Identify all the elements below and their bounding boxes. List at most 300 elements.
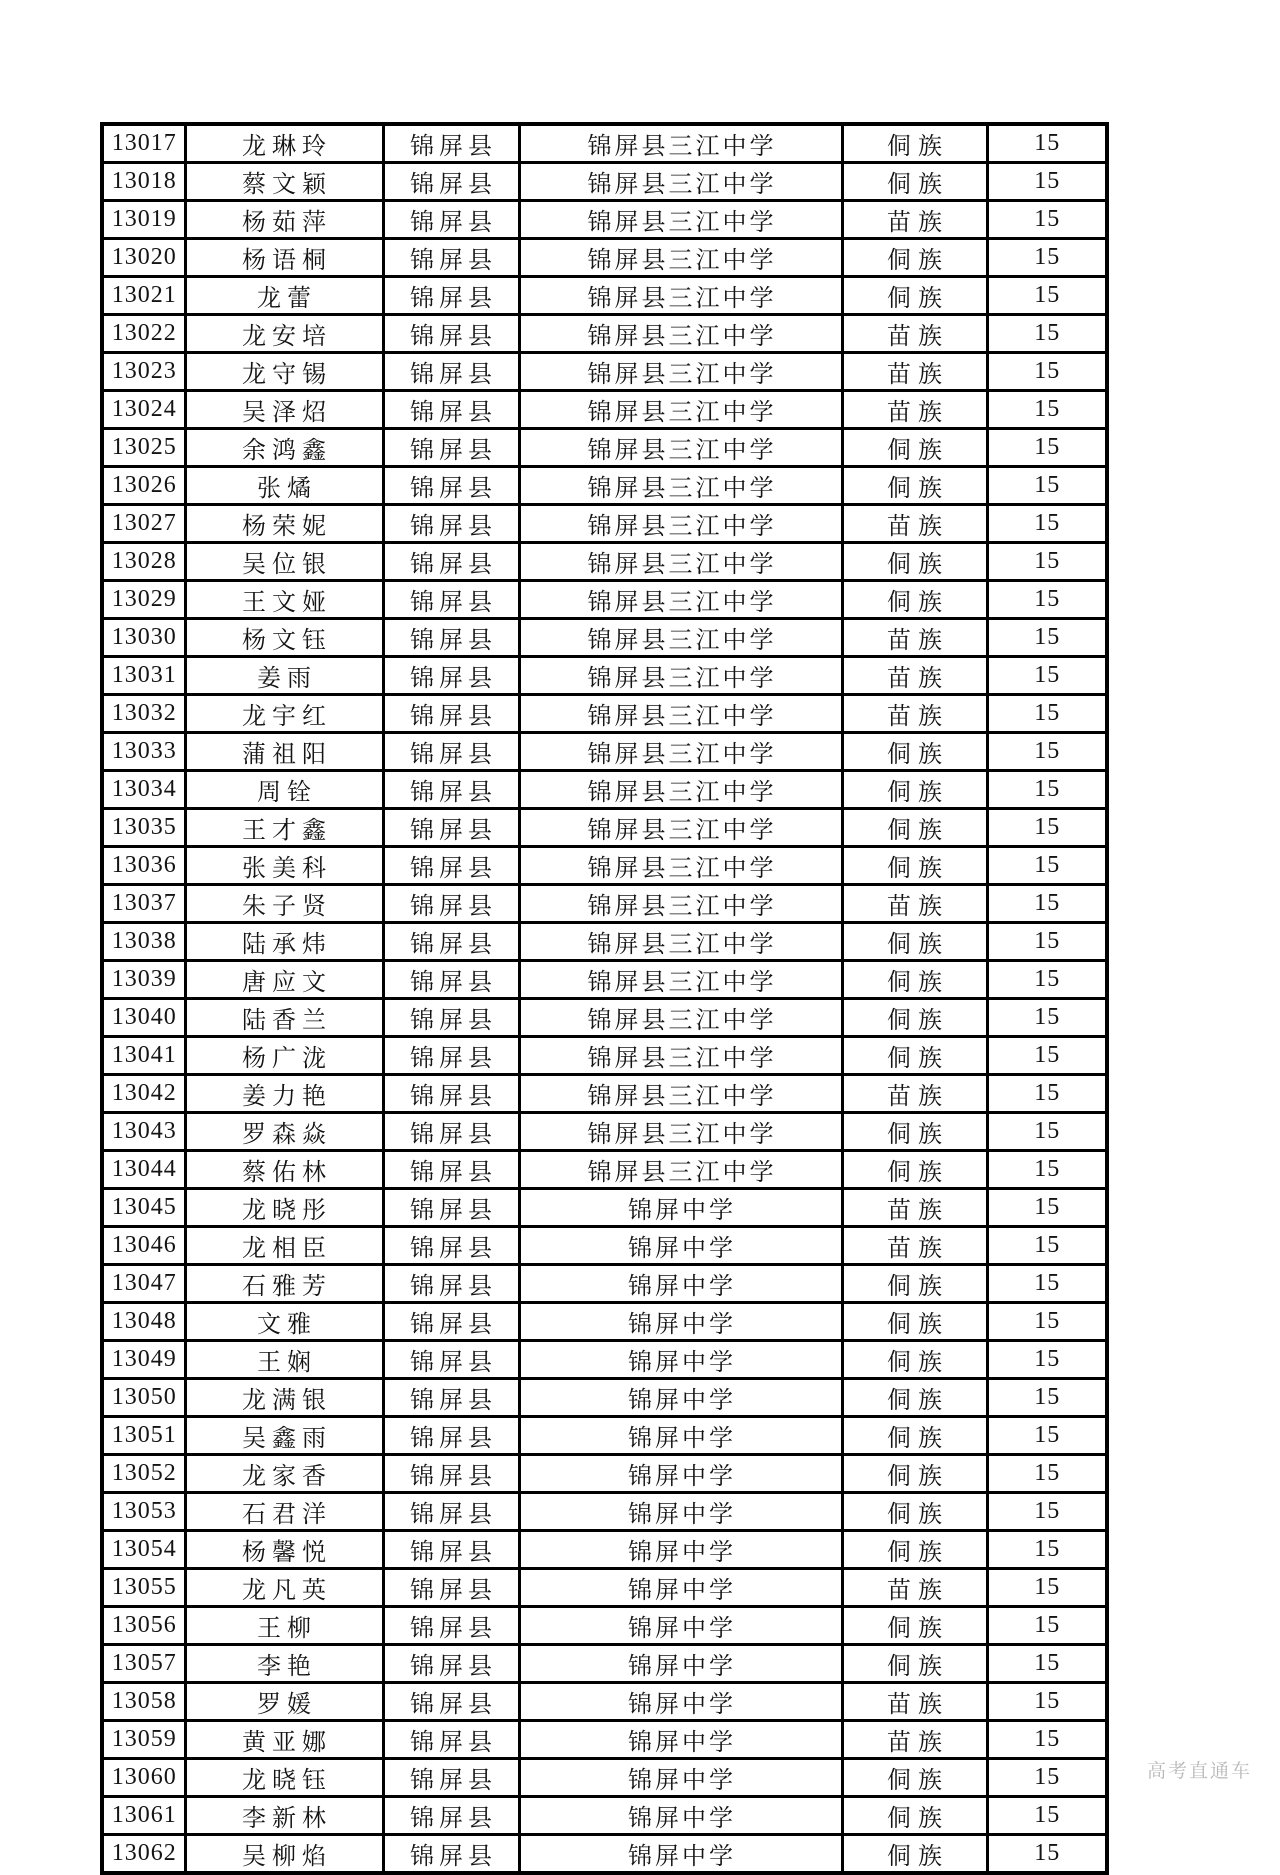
cell-county: 锦屏县 [383, 277, 519, 315]
cell-county: 锦屏县 [383, 1417, 519, 1455]
cell-name: 吴泽炤 [185, 391, 383, 429]
cell-ethnicity: 侗族 [842, 1607, 987, 1645]
cell-id: 13060 [102, 1759, 185, 1797]
cell-ethnicity: 苗族 [842, 657, 987, 695]
cell-count: 15 [987, 809, 1107, 847]
cell-id: 13022 [102, 315, 185, 353]
cell-school: 锦屏中学 [519, 1759, 842, 1797]
cell-school: 锦屏县三江中学 [519, 695, 842, 733]
cell-ethnicity: 侗族 [842, 733, 987, 771]
cell-id: 13055 [102, 1569, 185, 1607]
cell-school: 锦屏县三江中学 [519, 619, 842, 657]
cell-count: 15 [987, 1341, 1107, 1379]
cell-county: 锦屏县 [383, 1721, 519, 1759]
cell-ethnicity: 苗族 [842, 1075, 987, 1113]
cell-id: 13043 [102, 1113, 185, 1151]
cell-count: 15 [987, 733, 1107, 771]
cell-ethnicity: 侗族 [842, 1455, 987, 1493]
cell-id: 13033 [102, 733, 185, 771]
cell-county: 锦屏县 [383, 809, 519, 847]
cell-name: 陆香兰 [185, 999, 383, 1037]
cell-count: 15 [987, 1113, 1107, 1151]
cell-name: 吴位银 [185, 543, 383, 581]
cell-school: 锦屏县三江中学 [519, 124, 842, 163]
cell-count: 15 [987, 1683, 1107, 1721]
cell-county: 锦屏县 [383, 505, 519, 543]
cell-county: 锦屏县 [383, 467, 519, 505]
cell-name: 龙琳玲 [185, 124, 383, 163]
cell-id: 13061 [102, 1797, 185, 1835]
cell-name: 王文娅 [185, 581, 383, 619]
cell-school: 锦屏县三江中学 [519, 163, 842, 201]
cell-ethnicity: 侗族 [842, 239, 987, 277]
cell-ethnicity: 侗族 [842, 999, 987, 1037]
cell-school: 锦屏县三江中学 [519, 277, 842, 315]
cell-id: 13057 [102, 1645, 185, 1683]
table-row [102, 1797, 1107, 1835]
cell-county: 锦屏县 [383, 1303, 519, 1341]
cell-county: 锦屏县 [383, 999, 519, 1037]
cell-id: 13046 [102, 1227, 185, 1265]
cell-name: 唐应文 [185, 961, 383, 999]
table-row [102, 1189, 1107, 1227]
cell-count: 15 [987, 1645, 1107, 1683]
cell-count: 15 [987, 353, 1107, 391]
cell-school: 锦屏县三江中学 [519, 505, 842, 543]
cell-county: 锦屏县 [383, 429, 519, 467]
table-row [102, 277, 1107, 315]
cell-id: 13024 [102, 391, 185, 429]
cell-school: 锦屏中学 [519, 1493, 842, 1531]
table-row [102, 124, 1107, 163]
cell-id: 13038 [102, 923, 185, 961]
cell-count: 15 [987, 1303, 1107, 1341]
cell-count: 15 [987, 695, 1107, 733]
cell-ethnicity: 侗族 [842, 1379, 987, 1417]
cell-ethnicity: 侗族 [842, 1037, 987, 1075]
table-row [102, 1417, 1107, 1455]
table-row [102, 1721, 1107, 1759]
cell-count: 15 [987, 1759, 1107, 1797]
cell-id: 13031 [102, 657, 185, 695]
cell-id: 13053 [102, 1493, 185, 1531]
cell-ethnicity: 侗族 [842, 277, 987, 315]
cell-count: 15 [987, 1075, 1107, 1113]
cell-ethnicity: 苗族 [842, 1227, 987, 1265]
cell-ethnicity: 侗族 [842, 1759, 987, 1797]
cell-school: 锦屏县三江中学 [519, 847, 842, 885]
cell-school: 锦屏中学 [519, 1455, 842, 1493]
cell-county: 锦屏县 [383, 657, 519, 695]
cell-id: 13041 [102, 1037, 185, 1075]
cell-id: 13039 [102, 961, 185, 999]
cell-school: 锦屏县三江中学 [519, 543, 842, 581]
cell-count: 15 [987, 1835, 1107, 1874]
table-row [102, 1455, 1107, 1493]
table-row [102, 1835, 1107, 1874]
cell-school: 锦屏县三江中学 [519, 771, 842, 809]
cell-name: 李新林 [185, 1797, 383, 1835]
cell-name: 杨荣妮 [185, 505, 383, 543]
cell-county: 锦屏县 [383, 1531, 519, 1569]
cell-ethnicity: 侗族 [842, 1493, 987, 1531]
cell-count: 15 [987, 543, 1107, 581]
cell-ethnicity: 苗族 [842, 315, 987, 353]
cell-name: 杨广泷 [185, 1037, 383, 1075]
cell-ethnicity: 侗族 [842, 1531, 987, 1569]
cell-id: 13017 [102, 124, 185, 163]
table-row [102, 923, 1107, 961]
cell-name: 石君洋 [185, 1493, 383, 1531]
table-row [102, 961, 1107, 999]
cell-id: 13052 [102, 1455, 185, 1493]
cell-county: 锦屏县 [383, 1037, 519, 1075]
cell-id: 13028 [102, 543, 185, 581]
cell-school: 锦屏中学 [519, 1227, 842, 1265]
cell-name: 杨文钰 [185, 619, 383, 657]
table-row [102, 733, 1107, 771]
cell-ethnicity: 侗族 [842, 1151, 987, 1189]
cell-school: 锦屏县三江中学 [519, 581, 842, 619]
cell-id: 13042 [102, 1075, 185, 1113]
cell-ethnicity: 苗族 [842, 1189, 987, 1227]
cell-county: 锦屏县 [383, 239, 519, 277]
table-row [102, 391, 1107, 429]
cell-id: 13045 [102, 1189, 185, 1227]
table-row [102, 1531, 1107, 1569]
cell-ethnicity: 苗族 [842, 353, 987, 391]
cell-count: 15 [987, 1455, 1107, 1493]
cell-name: 余鸿鑫 [185, 429, 383, 467]
cell-school: 锦屏中学 [519, 1417, 842, 1455]
cell-school: 锦屏中学 [519, 1303, 842, 1341]
cell-id: 13026 [102, 467, 185, 505]
cell-count: 15 [987, 961, 1107, 999]
table-row [102, 1265, 1107, 1303]
cell-id: 13062 [102, 1835, 185, 1874]
cell-id: 13027 [102, 505, 185, 543]
cell-id: 13037 [102, 885, 185, 923]
cell-school: 锦屏县三江中学 [519, 733, 842, 771]
table-row [102, 1113, 1107, 1151]
cell-county: 锦屏县 [383, 695, 519, 733]
cell-name: 龙晓钰 [185, 1759, 383, 1797]
cell-id: 13025 [102, 429, 185, 467]
cell-ethnicity: 苗族 [842, 201, 987, 239]
table-row [102, 1645, 1107, 1683]
cell-name: 石雅芳 [185, 1265, 383, 1303]
cell-count: 15 [987, 1607, 1107, 1645]
cell-name: 罗媛 [185, 1683, 383, 1721]
table-row [102, 239, 1107, 277]
cell-name: 蔡佑林 [185, 1151, 383, 1189]
cell-name: 吴柳焰 [185, 1835, 383, 1874]
cell-name: 周铨 [185, 771, 383, 809]
cell-name: 杨语桐 [185, 239, 383, 277]
table-row [102, 467, 1107, 505]
cell-school: 锦屏中学 [519, 1569, 842, 1607]
cell-id: 13058 [102, 1683, 185, 1721]
cell-id: 13051 [102, 1417, 185, 1455]
cell-name: 罗森焱 [185, 1113, 383, 1151]
cell-id: 13049 [102, 1341, 185, 1379]
cell-ethnicity: 苗族 [842, 1721, 987, 1759]
cell-county: 锦屏县 [383, 619, 519, 657]
cell-ethnicity: 侗族 [842, 1113, 987, 1151]
cell-school: 锦屏中学 [519, 1721, 842, 1759]
cell-ethnicity: 侗族 [842, 961, 987, 999]
cell-name: 吴鑫雨 [185, 1417, 383, 1455]
cell-count: 15 [987, 315, 1107, 353]
cell-ethnicity: 苗族 [842, 885, 987, 923]
cell-school: 锦屏中学 [519, 1797, 842, 1835]
cell-name: 龙宇红 [185, 695, 383, 733]
cell-school: 锦屏中学 [519, 1645, 842, 1683]
cell-county: 锦屏县 [383, 1189, 519, 1227]
cell-name: 龙晓彤 [185, 1189, 383, 1227]
cell-count: 15 [987, 163, 1107, 201]
cell-school: 锦屏中学 [519, 1189, 842, 1227]
cell-county: 锦屏县 [383, 1455, 519, 1493]
cell-school: 锦屏县三江中学 [519, 1113, 842, 1151]
cell-county: 锦屏县 [383, 1075, 519, 1113]
cell-ethnicity: 苗族 [842, 695, 987, 733]
cell-ethnicity: 侗族 [842, 847, 987, 885]
table-row [102, 315, 1107, 353]
cell-county: 锦屏县 [383, 1341, 519, 1379]
cell-school: 锦屏中学 [519, 1607, 842, 1645]
cell-name: 龙守锡 [185, 353, 383, 391]
cell-count: 15 [987, 1569, 1107, 1607]
cell-id: 13056 [102, 1607, 185, 1645]
cell-name: 王才鑫 [185, 809, 383, 847]
cell-school: 锦屏中学 [519, 1683, 842, 1721]
cell-school: 锦屏中学 [519, 1379, 842, 1417]
cell-county: 锦屏县 [383, 1569, 519, 1607]
cell-school: 锦屏县三江中学 [519, 1075, 842, 1113]
cell-county: 锦屏县 [383, 163, 519, 201]
cell-name: 龙相臣 [185, 1227, 383, 1265]
cell-id: 13040 [102, 999, 185, 1037]
table-row [102, 1569, 1107, 1607]
cell-school: 锦屏中学 [519, 1835, 842, 1874]
cell-ethnicity: 侗族 [842, 1341, 987, 1379]
table-row [102, 1683, 1107, 1721]
cell-name: 龙满银 [185, 1379, 383, 1417]
cell-county: 锦屏县 [383, 961, 519, 999]
cell-count: 15 [987, 1037, 1107, 1075]
cell-count: 15 [987, 391, 1107, 429]
cell-name: 龙蕾 [185, 277, 383, 315]
cell-county: 锦屏县 [383, 1379, 519, 1417]
table-row [102, 505, 1107, 543]
cell-county: 锦屏县 [383, 1683, 519, 1721]
table-row [102, 1151, 1107, 1189]
table-row [102, 1379, 1107, 1417]
cell-id: 13034 [102, 771, 185, 809]
cell-school: 锦屏中学 [519, 1265, 842, 1303]
table-row [102, 847, 1107, 885]
cell-id: 13020 [102, 239, 185, 277]
cell-county: 锦屏县 [383, 847, 519, 885]
cell-id: 13019 [102, 201, 185, 239]
table-row [102, 1303, 1107, 1341]
cell-id: 13044 [102, 1151, 185, 1189]
cell-school: 锦屏县三江中学 [519, 961, 842, 999]
cell-county: 锦屏县 [383, 771, 519, 809]
cell-count: 15 [987, 999, 1107, 1037]
cell-school: 锦屏县三江中学 [519, 657, 842, 695]
cell-count: 15 [987, 201, 1107, 239]
cell-id: 13050 [102, 1379, 185, 1417]
table-row [102, 657, 1107, 695]
cell-id: 13021 [102, 277, 185, 315]
cell-count: 15 [987, 467, 1107, 505]
cell-name: 姜力艳 [185, 1075, 383, 1113]
table-row [102, 1037, 1107, 1075]
cell-count: 15 [987, 885, 1107, 923]
cell-name: 龙凡英 [185, 1569, 383, 1607]
cell-count: 15 [987, 1151, 1107, 1189]
cell-county: 锦屏县 [383, 885, 519, 923]
cell-count: 15 [987, 1721, 1107, 1759]
cell-id: 13029 [102, 581, 185, 619]
cell-county: 锦屏县 [383, 1607, 519, 1645]
cell-county: 锦屏县 [383, 1797, 519, 1835]
cell-county: 锦屏县 [383, 391, 519, 429]
cell-count: 15 [987, 1493, 1107, 1531]
cell-count: 15 [987, 505, 1107, 543]
cell-count: 15 [987, 1797, 1107, 1835]
cell-school: 锦屏中学 [519, 1531, 842, 1569]
table-row [102, 619, 1107, 657]
cell-name: 李艳 [185, 1645, 383, 1683]
cell-school: 锦屏中学 [519, 1341, 842, 1379]
cell-county: 锦屏县 [383, 1493, 519, 1531]
cell-county: 锦屏县 [383, 581, 519, 619]
table-row [102, 1075, 1107, 1113]
cell-school: 锦屏县三江中学 [519, 391, 842, 429]
cell-count: 15 [987, 657, 1107, 695]
cell-county: 锦屏县 [383, 1113, 519, 1151]
cell-school: 锦屏县三江中学 [519, 429, 842, 467]
watermark: 高考直通车 [1146, 1761, 1252, 1782]
cell-county: 锦屏县 [383, 315, 519, 353]
cell-id: 13054 [102, 1531, 185, 1569]
cell-school: 锦屏县三江中学 [519, 809, 842, 847]
cell-county: 锦屏县 [383, 733, 519, 771]
cell-count: 15 [987, 1531, 1107, 1569]
cell-name: 朱子贤 [185, 885, 383, 923]
table-row [102, 771, 1107, 809]
table-row [102, 353, 1107, 391]
cell-ethnicity: 侗族 [842, 809, 987, 847]
cell-ethnicity: 侗族 [842, 467, 987, 505]
cell-county: 锦屏县 [383, 1759, 519, 1797]
cell-ethnicity: 侗族 [842, 1417, 987, 1455]
table-row [102, 163, 1107, 201]
cell-count: 15 [987, 771, 1107, 809]
cell-name: 张美科 [185, 847, 383, 885]
cell-id: 13018 [102, 163, 185, 201]
student-table [100, 122, 1109, 1875]
cell-county: 锦屏县 [383, 353, 519, 391]
cell-name: 王柳 [185, 1607, 383, 1645]
cell-school: 锦屏县三江中学 [519, 923, 842, 961]
cell-school: 锦屏县三江中学 [519, 467, 842, 505]
table-row [102, 695, 1107, 733]
cell-county: 锦屏县 [383, 543, 519, 581]
table-row [102, 543, 1107, 581]
table-row [102, 1341, 1107, 1379]
cell-count: 15 [987, 1265, 1107, 1303]
cell-ethnicity: 侗族 [842, 543, 987, 581]
cell-count: 15 [987, 923, 1107, 961]
cell-county: 锦屏县 [383, 1227, 519, 1265]
cell-county: 锦屏县 [383, 201, 519, 239]
table-row [102, 201, 1107, 239]
cell-count: 15 [987, 581, 1107, 619]
cell-ethnicity: 苗族 [842, 1683, 987, 1721]
cell-county: 锦屏县 [383, 1265, 519, 1303]
cell-ethnicity: 苗族 [842, 619, 987, 657]
table-row [102, 999, 1107, 1037]
cell-ethnicity: 苗族 [842, 1569, 987, 1607]
cell-county: 锦屏县 [383, 1645, 519, 1683]
cell-school: 锦屏县三江中学 [519, 201, 842, 239]
cell-count: 15 [987, 124, 1107, 163]
cell-count: 15 [987, 429, 1107, 467]
cell-ethnicity: 侗族 [842, 771, 987, 809]
cell-name: 蔡文颖 [185, 163, 383, 201]
cell-county: 锦屏县 [383, 923, 519, 961]
cell-name: 文雅 [185, 1303, 383, 1341]
cell-count: 15 [987, 619, 1107, 657]
cell-ethnicity: 侗族 [842, 1303, 987, 1341]
cell-school: 锦屏县三江中学 [519, 1037, 842, 1075]
cell-id: 13059 [102, 1721, 185, 1759]
cell-ethnicity: 侗族 [842, 1797, 987, 1835]
cell-id: 13030 [102, 619, 185, 657]
cell-ethnicity: 侗族 [842, 163, 987, 201]
cell-county: 锦屏县 [383, 1835, 519, 1874]
cell-ethnicity: 侗族 [842, 923, 987, 961]
cell-id: 13035 [102, 809, 185, 847]
cell-ethnicity: 侗族 [842, 1265, 987, 1303]
cell-school: 锦屏县三江中学 [519, 999, 842, 1037]
table-row [102, 809, 1107, 847]
cell-count: 15 [987, 1189, 1107, 1227]
cell-ethnicity: 侗族 [842, 1835, 987, 1874]
cell-name: 杨茹萍 [185, 201, 383, 239]
cell-ethnicity: 侗族 [842, 581, 987, 619]
cell-count: 15 [987, 1227, 1107, 1265]
cell-count: 15 [987, 847, 1107, 885]
cell-name: 陆承炜 [185, 923, 383, 961]
cell-count: 15 [987, 277, 1107, 315]
cell-ethnicity: 苗族 [842, 505, 987, 543]
cell-id: 13048 [102, 1303, 185, 1341]
cell-id: 13047 [102, 1265, 185, 1303]
cell-school: 锦屏县三江中学 [519, 239, 842, 277]
cell-county: 锦屏县 [383, 1151, 519, 1189]
cell-count: 15 [987, 239, 1107, 277]
table-row [102, 581, 1107, 619]
table-row [102, 1607, 1107, 1645]
cell-county: 锦屏县 [383, 124, 519, 163]
cell-id: 13036 [102, 847, 185, 885]
cell-count: 15 [987, 1379, 1107, 1417]
